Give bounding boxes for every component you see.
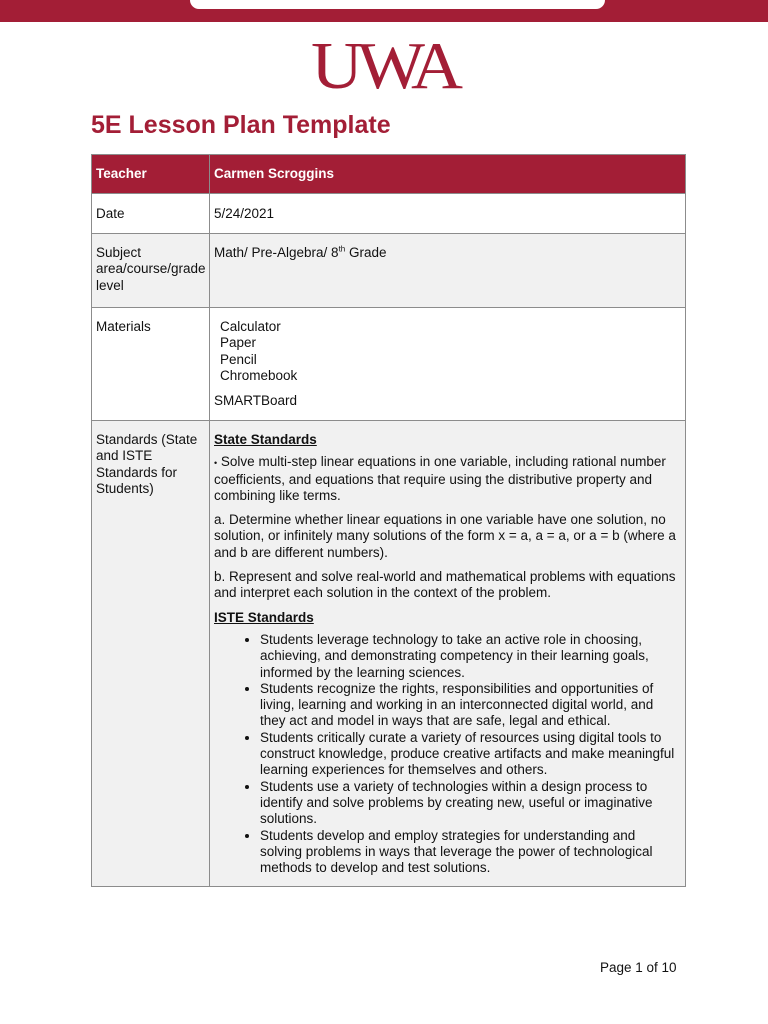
subject-value-main: Math/ Pre-Algebra/ 8 [214, 245, 339, 260]
bullet-icon: • [214, 458, 218, 469]
subject-value [210, 234, 686, 308]
uwa-logo: UWA [311, 29, 457, 103]
table-row-subject [92, 234, 686, 308]
list-item: • Students leverage technology to take an active role in choosing, achieving, and demonstrating competency in their learning goals, informed by the learning sciences. [260, 632, 681, 681]
materials-extra: SMARTBoard [214, 393, 298, 409]
list-item: Calculator [220, 319, 281, 334]
date-value: 5/24/2021 [210, 194, 686, 234]
page-title: 5E Lesson Plan Template [91, 111, 391, 139]
table-row-date [92, 194, 686, 234]
table-row-materials [92, 308, 686, 421]
subject-value-suffix: Grade [345, 245, 387, 260]
state-standard-item [214, 454, 681, 504]
teacher-value: Carmen Scroggins [210, 155, 686, 194]
table-row-teacher [92, 155, 686, 194]
teacher-label: Teacher [92, 155, 210, 194]
page-number: Page 1 of 10 [600, 960, 677, 975]
state-standard-text: Solve multi-step linear equations in one variable, including rational number coefficients, and equations that require using the distributive property and combining like terms. [214, 454, 666, 503]
iste-standards-list [214, 632, 681, 876]
lesson-plan-table [91, 154, 686, 887]
list-item: Pencil [220, 351, 257, 367]
list-item: • Students use a variety of technologies within a design process to identify and solve problems by creating new, useful or imaginative solutions. [260, 779, 681, 828]
materials-list [214, 319, 681, 384]
standards-label: Standards (State and ISTE Standards for Students) [92, 421, 210, 887]
materials-label: Materials [92, 308, 210, 421]
subject-value-sup: th [338, 244, 346, 254]
subject-label: Subject area/course/grade level [92, 234, 210, 308]
list-item: • Students develop and employ strategies for understanding and solving problems in ways that leverage the power of technological methods to develop and test solutions. [260, 828, 681, 877]
state-standard-item: b. Represent and solve real-world and mathematical problems with equations and interpret each solution in the context of the problem. [214, 569, 676, 601]
iste-standards-heading: ISTE Standards [214, 609, 314, 625]
list-item: • Students critically curate a variety of resources using digital tools to construct knowledge, produce creative artifacts and make meaningful learning experiences for themselves and others. [260, 730, 681, 779]
list-item: • Students recognize the rights, responsibilities and opportunities of living, learning and working in an interconnected digital world, and they act and model in ways that are safe, legal and ethical. [260, 681, 681, 730]
list-item: Chromebook [220, 367, 298, 383]
state-standard-item: a. Determine whether linear equations in one variable have one solution, no solution, or infinitely many solutions of the form x = a, a = a, or a = b (where a and b are different numbers). [214, 512, 676, 560]
date-label: Date [92, 194, 210, 234]
list-item: Paper [220, 335, 257, 351]
table-row-standards [92, 421, 686, 887]
materials-value [210, 308, 686, 421]
standards-value [210, 421, 686, 887]
state-standards-heading: State Standards [214, 432, 317, 447]
header-notch [190, 0, 605, 9]
